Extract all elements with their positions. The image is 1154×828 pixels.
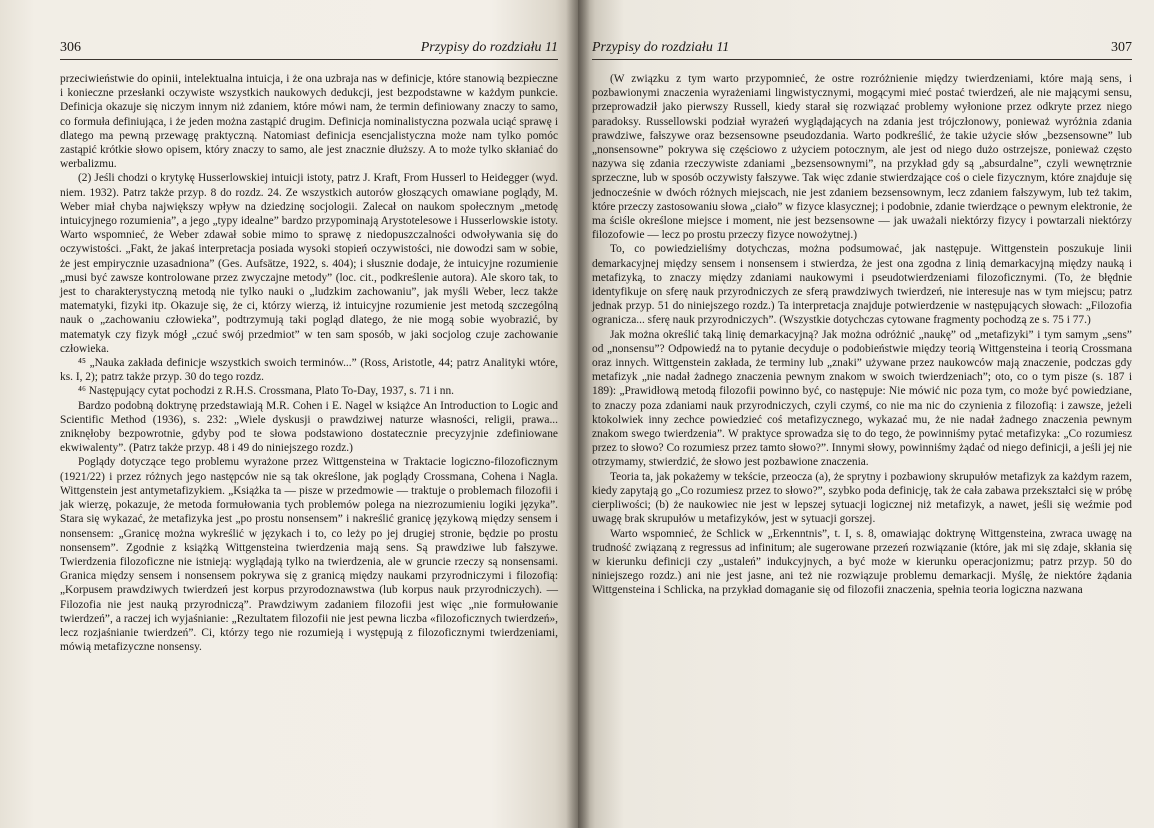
left-page-header	[60, 40, 558, 60]
paragraph: przeciwieństwie do opinii, intelektualna intuicja, i że ona uzbraja nas w definicje, które stanowią bezpieczne i konieczne przesłanki oczywiste wszystkich naukowych dedukcji, jest bezpodstawne w każdym punkcie. Definicja okazuje się niczym innym niż zdaniem, które mówi nam, że termin definiowany znaczy to samo, co formuła definiująca, i że jeden można zastąpić drugim. Definicja nominalistyczna pozwala uciąć sprawę i dlatego ma pewną przewagę praktyczną. Natomiast definicja esencjalistyczna może nam tylko pomóc zastąpić krótkie słowo opisem, który znaczy to samo, ale jest znacznie dłuższy. A to może tylko skłaniać do werbalizmu.	[60, 73, 558, 171]
right-page	[578, 0, 1154, 828]
page-number: 307	[1111, 40, 1132, 55]
paragraph: Teoria ta, jak pokażemy w tekście, przeocza (a), że sprytny i pozbawiony skrupułów metafizyk za każdym razem, kiedy zapytają go „Co rozumiesz przez to słowo?”, szybko poda definicję, tak że cała zabawa przekształci się w próbę cierpliwości; (b) że naukowiec nie jest w lepszej sytuacji logicznej niż metafizyk, a nawet, jeśli się weźmie pod uwagę brak skrupułów u metafizyków, jest w sytuacji gorszej.	[592, 470, 1132, 526]
paragraph: (W związku z tym warto przypomnieć, że ostre rozróżnienie między twierdzeniami, które mają sens, i pozbawionymi znaczenia wyrażeniami lingwistycznymi, mogącymi mieć postać twierdzeń, ale nie mającymi sensu, przeprowadził jako pierwszy Russell, kiedy starał się rozwiązać problemy wyłonione przez odkryte przez niego paradoksy. Russellowski podział wyrażeń wyglądających na zdania jest trójczłonowy, ponieważ wyróżnia zdania prawdziwe, fałszywe oraz bezsensowne pseudozdania. Warto podkreślić, że takie użycie słów „bezsensowne” lub „nonsensowne” pokrywa się częściowo z użyciem potocznym, ale jest od niego dużo ostrzejsze, ponieważ często nazywa się zdania rzeczywiste zdaniami „bezsensownymi”, na przykład gdy są „absurdalne”, czyli wewnętrznie sprzeczne, lub w sposób oczywisty fałszywe. Tak więc zdanie stwierdzające coś o ciele fizycznym, które znajduje się jednocześnie w dwóch różnych miejscach, nie jest zdaniem bezsensownym, lecz zdaniem fałszywym, lub też takim, które przeczy zastosowaniu słowa „ciało” w fizyce klasycznej; i podobnie, zdanie twierdzące o pewnym elektronie, że ma ściśle określone miejsce i moment, nie jest bezsensowne — jak uważali niektórzy fizycy i powtarzali niektórzy filozofowie — lecz po prostu przeczy fizyce nowożytnej.)	[592, 73, 1132, 242]
paragraph: ⁴⁶ Następujący cytat pochodzi z R.H.S. Crossmana, Plato To-Day, 1937, s. 71 i nn.	[78, 385, 455, 398]
paragraph: Warto wspomnieć, że Schlick w „Erkenntnis”, t. I, s. 8, omawiając doktrynę Wittgensteina, zwraca uwagę na trudność związaną z regressus ad infinitum; ale sugerowane przezeń rozwiązanie (które, jak mi się zdaje, skłania się w kierunku definicji czy „ustaleń” indukcyjnych, a być może w kierunku operacjonizmu; patrz przyp. 50 do niniejszego rozdz.) ani nie jest jasne, ani też nie rozwiązuje problemu demarkacji. Myślę, że niektóre żądania Wittgensteina i Schlicka, na przykład domaganie się od filozofii znaczenia, spełnia teoria logiczna nazwana	[592, 527, 1132, 597]
right-page-text	[592, 72, 1132, 598]
paragraph: Bardzo podobną doktrynę przedstawiają M.R. Cohen i E. Nagel w książce An Introduction to Logic and Scientific Method (1936), s. 232: „Wiele dyskusji o prawdziwej naturze własności, religii, prawa... zniknęłoby bezpowrotnie, gdyby pod te słowa podstawiono dostatecznie precyzyjnie zdefiniowane ekwiwalenty”. (Patrz także przyp. 48 i 49 do niniejszego rozdz.)	[60, 399, 558, 455]
paragraph: Poglądy dotyczące tego problemu wyrażone przez Wittgensteina w Traktacie logiczno-filozoficznym (1921/22) i przez różnych jego następców nie są tak określone, jak poglądy Crossmana, Cohena i Nagla. Wittgenstein jest antymetafizykiem. „Książka ta — pisze w przedmowie — traktuje o problemach filozofii i jak wierzę, pokazuje, że metoda formułowania tych problemów polega na niezrozumieniu logiki języka”. Stara się wykazać, że metafizyka jest „po prostu nonsensem” i nakreślić granicę językową między sensem i nonsensem: „Granicę można wykreślić w językach i to, co leży po jej drugiej stronie, będzie po prostu nonsensem”. Zgodnie z książką Wittgensteina twierdzenia mają sens. Są prawdziwe lub fałszywe. Twierdzenia filozoficzne nie istnieją: wyglądają tylko na twierdzenia, ale w gruncie rzeczy są nonsensami. Granica między sensem i nonsensem pokrywa się z granicą między naukami przyrodniczymi i filozofią: „Korpusem prawdziwych twierdzeń jest korpus przyrodoznawstwa (lub korpus nauk przyrodniczych). — Filozofia nie jest nauką przyrodniczą”. Prawdziwym zadaniem filozofii jest więc „nie formułowanie twierdzeń”, a raczej ich wyjaśnianie: „Rezultatem filozofii nie jest pewna liczba «filozoficznych twierdzeń», lecz rozjaśnianie twierdzeń”. Ci, którzy tego nie rozumieją i występują z filozoficznymi twierdzeniami, mówią metafizyczne nonsensy.	[60, 456, 558, 654]
paragraph: Jak można określić taką linię demarkacyjną? Jak można odróżnić „naukę” od „metafizyki” i tym samym „sens” od „nonsensu”? Odpowiedź na to pytanie decyduje o podobieństwie między teorią Wittgensteina i teorią Crossmana oraz innych. Wittgenstein zakłada, że terminy lub „znaki” używane przez naukowców mają znaczenie, podczas gdy metafizyk „nie nadał żadnego znaczenia pewnym znakom w swoich twierdzeniach”; oto, co o tym pisze (s. 187 i 189): „Prawidłową metodą filozofii powinno być, co następuje: Nie mówić nic poza tym, co może być powiedziane, to znaczy poza zdaniami nauk przyrodniczych, czyli czymś, co nie ma nic do czynienia z filozofią: i zawsze, jeżeli ktokolwiek inny zechce powiedzieć coś metafizycznego, wykazać mu, że nie nadał żadnego znaczenia pewnym znakom swego twierdzenia”. W praktyce sprowadza się to do tego, że powinniśmy pytać metafizyka: „Co rozumiesz przez to słowo? Co rozumiesz przez tamto słowo?”. Innymi słowy, powinniśmy żądać od niego definicji, a jeśli jej nie otrzymamy, stwierdzić, że słowo jest pozbawione znaczenia.	[592, 328, 1132, 469]
paragraph: ⁴⁵ „Nauka zakłada definicje wszystkich swoich terminów...” (Ross, Aristotle, 44; patrz Analityki wtóre, ks. I, 2); patrz także przyp. 30 do tego rozdz.	[60, 357, 558, 384]
paragraph: To, co powiedzieliśmy dotychczas, można podsumować, jak następuje. Wittgenstein poszukuje linii demarkacyjnej między sensem i nonsensem i stwierdza, że jest ona zgodna z linią demarkacyjną między nauką i metafizyką, to znaczy między zdaniami naukowymi i pseudotwierdzeniami filozoficznymi. (To, że błędnie identyfikuje on sferę nauk przyrodniczych ze sferą prawdziwych twierdzeń, nie interesuje nas w tym miejscu; patrz jednak przyp. 51 do niniejszego rozdz.) Ta interpretacja znajduje potwierdzenie w następujących słowach: „Filozofia ogranicza... sferę nauk przyrodniczych”. (Wszystkie dotychczas cytowane fragmenty pochodzą ze s. 75 i 77.)	[592, 243, 1132, 327]
running-title: Przypisy do rozdziału 11	[592, 40, 730, 55]
page-number: 306	[60, 40, 81, 55]
paragraph: (2) Jeśli chodzi o krytykę Husserlowskiej intuicji istoty, patrz J. Kraft, From Husserl to Heidegger (wyd. niem. 1932). Patrz także przyp. 8 do rozdz. 24. Ze wszystkich autorów głoszących omawiane poglądy, M. Weber miał chyba największy wpływ na dziedzinę socjologii. Zalecał on naukom społecznym „metodę intuicyjnego rozumienia”, a jego „typy idealne” bardzo przypominają Arystotelesowe i Husserlowskie istoty. Warto wspomnieć, że Weber zdawał sobie mimo to sprawę z niedopuszczalności odwoływania się do oczywistości. „Fakt, że jakaś interpretacja posiada wysoki stopień oczywistości, nie dowodzi sam w sobie, że jest empirycznie uzasadniona” (Ges. Aufsätze, 1922, s. 404); i słusznie dodaje, że intuicyjne rozumienie „musi być zawsze kontrolowane przez zwyczajne metody” (loc. cit., podkreślenie autora). Ale skoro tak, to jest to charakterystyczną metodą nie tylko nauki o „ludzkim zachowaniu”, jak myśli Weber, lecz także matematyki, fizyki itp. Okazuje się, że ci, którzy wierzą, iż intuicyjne rozumienie jest metodą szczególną nauk o „zachowaniu człowieka”, podtrzymują taki pogląd dlatego, że nie mogą sobie wyobrazić, by matematyk czy fizyk mógł „czuć swój przedmiot” w ten sam sposób, w jaki socjolog czuje zachowanie człowieka.	[60, 172, 558, 355]
right-page-header	[592, 40, 1132, 60]
left-page-text	[60, 72, 558, 654]
running-title: Przypisy do rozdziału 11	[420, 40, 558, 55]
